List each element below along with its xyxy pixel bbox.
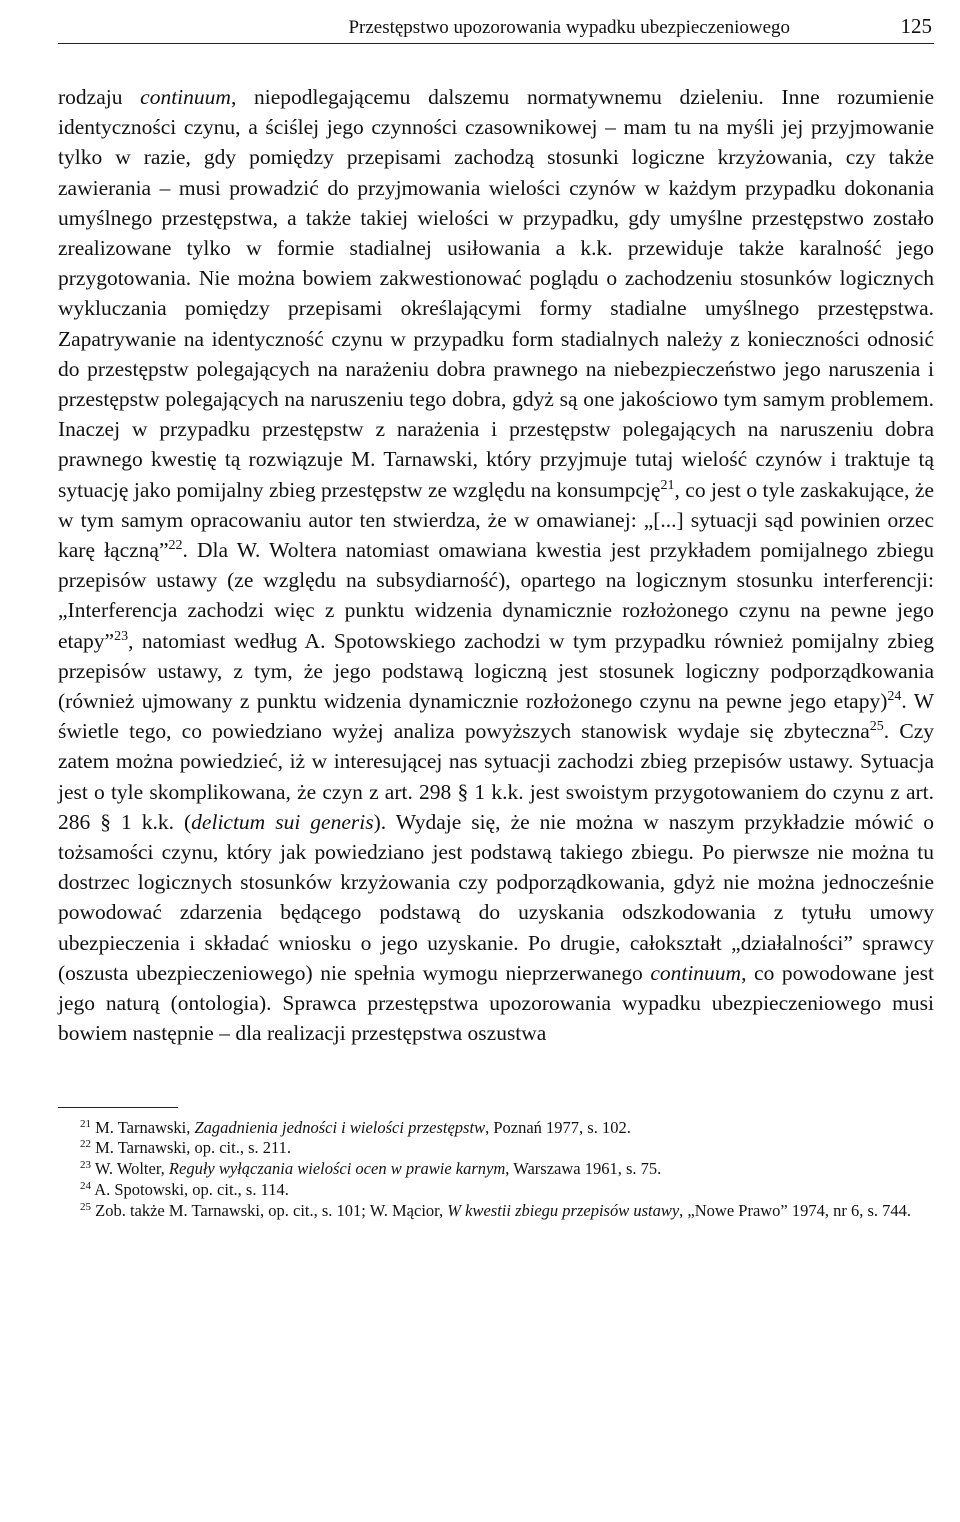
footnote-number: 25 [80,1200,91,1213]
footnote-number: 23 [80,1159,91,1172]
footnote-ref-24[interactable]: 24 [887,689,902,705]
footnote-number: 22 [80,1138,91,1151]
footnote-25 [58,1201,934,1222]
footnote-number: 24 [80,1179,91,1192]
footnote-text: Zob. także M. Tarnawski, op. cit., s. 101; W. Mącior, [91,1200,448,1220]
footnote-text: W. Wolter, [91,1159,169,1179]
italic-term: delictum sui generis [191,809,374,834]
text-run: , co powodowane jest jego naturą (ontologia). Sprawca przestępstwa upozorowania wypadku ubezpieczeniowego musi bowiem następnie – dla realizacji przestępstwa oszustwa [58,960,934,1046]
text-run: , natomiast według A. Spotowskiego zachodzi w tym przypadku również pomijalny zbieg przepisów ustawy, z tym, że jego podstawą logiczną jest stosunek logiczny podporządkowania (również ujmowany z punktu widzenia dynamicznie rozłożonego czynu na pewne jego etapy) [58,628,934,714]
page [58,14,934,1221]
footnote-text: , Warszawa 1961, s. 75. [505,1159,662,1179]
footnote-24 [58,1180,934,1201]
text-run: . Dla W. Woltera natomiast omawiana kwestia jest przykładem pomijalnego zbiegu przepisów ustawy (ze względu na subsydiarność), opartego na logicznym stosunku interferencji: „Interferencja zachodzi więc z punktu widzenia dynamicznie rozłożonego czynu na pewne jego etapy” [58,538,934,653]
text-run: . W świetle tego, co powiedziano wyżej analiza powyższych stanowisk wydaje się zbyteczna [58,689,934,744]
footnote-number: 21 [80,1117,91,1130]
footnote-ref-22[interactable]: 22 [168,538,183,554]
italic-term: continuum [140,85,231,109]
footnote-text: A. Spotowski, op. cit., s. 114. [91,1179,289,1199]
footnote-23 [58,1159,934,1180]
footnote-text: M. Tarnawski, op. cit., s. 211. [91,1138,292,1158]
footnote-title: Zagadnienia jedności i wielości przestępstw [194,1117,486,1137]
footnote-text: , „Nowe Prawo” 1974, nr 6, s. 744. [679,1200,912,1220]
footnote-22 [58,1138,934,1159]
running-title: Przestępstwo upozorowania wypadku ubezpieczeniowego [348,17,791,38]
page-number: 125 [900,14,932,38]
text-run: rodzaju [58,85,141,109]
text-run: , co jest o tyle zaskakujące, że w tym samym opracowaniu autor ten stwierdza, że w omawianej: „[...] sytuacji sąd powinien orzec karę łączną” [58,477,934,563]
footnotes [58,1118,934,1222]
text-run: . Czy zatem można powiedzieć, iż w interesującej nas sytuacji zachodzi zbieg przepisów ustawy. Sytuacja jest o tyle skomplikowana, że czyn z art. 298 § 1 k.k. jest swoistym przygotowaniem do czynu z art. 286 § 1 k.k. ( [58,719,934,834]
footnote-title: Reguły wyłączania wielości ocen w prawie karnym [168,1159,506,1179]
footnote-ref-23[interactable]: 23 [114,628,129,644]
footnote-ref-21[interactable]: 21 [660,477,675,493]
text-run: , niepodlegającemu dalszemu normatywnemu dzieleniu. Inne rozumienie identyczności czynu, a ściślej jego czynności czasownikowej – mam tu na myśli jej przyjmowanie tylko w razie, gdy pomiędzy przepisami zachodzą stosunki logiczne krzyżowania, czy także zawierania – musi prowadzić do przyjmowania wielości czynów w każdym przypadku dokonania umyślnego przestępstwa, a także takiej wielości w przypadku, gdy umyślne przestępstwo zostało zrealizowane tylko w formie stadialnej usiłowania a k.k. przewiduje także karalność jego przygotowania. Nie można bowiem zakwestionować poglądu o zachodzeniu stosunków logicznych wykluczania pomiędzy przepisami określającymi formy stadialne umyślnego przestępstwa. Zapatrywanie na identyczność czynu w przypadku form stadialnych należy z konieczności odnosić do przestępstw polegających na narażeniu dobra prawnego na niebezpieczeństwo jego naruszenia i przestępstw polegających na naruszeniu tego dobra, gdyż są one jakościowo tym samym problemem. Inaczej w przypadku przestępstw z narażenia i przestępstw polegających na naruszeniu dobra prawnego kwestię tą rozwiązuje M. Tarnawski, który przyjmuje tutaj wielość czynów i traktuje tą sytuację jako pomijalny zbieg przestępstw ze względu na konsumpcję [58,85,935,502]
text-run: ). Wydaje się, że nie można w naszym przykładzie mówić o tożsamości czynu, który jak powiedziano jest podstawą takiego zbiegu. Po pierwsze nie można tu dostrzec logicznych stosunków krzyżowania czy podporządkowania, gdyż nie można jednocześnie powodować zdarzenia będącego podstawą do uzyskania odszkodowania z tytułu umowy ubezpieczenia i składać wniosku o jego uzyskanie. Po drugie, całokształt „działalności” sprawcy (oszusta ubezpieczeniowego) nie spełnia wymogu nieprzerwanego [58,809,934,985]
footnote-title: W kwestii zbiegu przepisów ustawy [447,1200,680,1220]
footnote-text: , Poznań 1977, s. 102. [485,1117,631,1137]
italic-term: continuum [650,960,742,985]
footnote-21 [58,1118,934,1139]
running-header [58,14,934,44]
main-text [58,82,934,1049]
footnote-ref-25[interactable]: 25 [869,719,884,735]
body-paragraph [58,82,934,1049]
footnote-text: M. Tarnawski, [91,1117,195,1137]
footnote-divider [58,1107,178,1108]
